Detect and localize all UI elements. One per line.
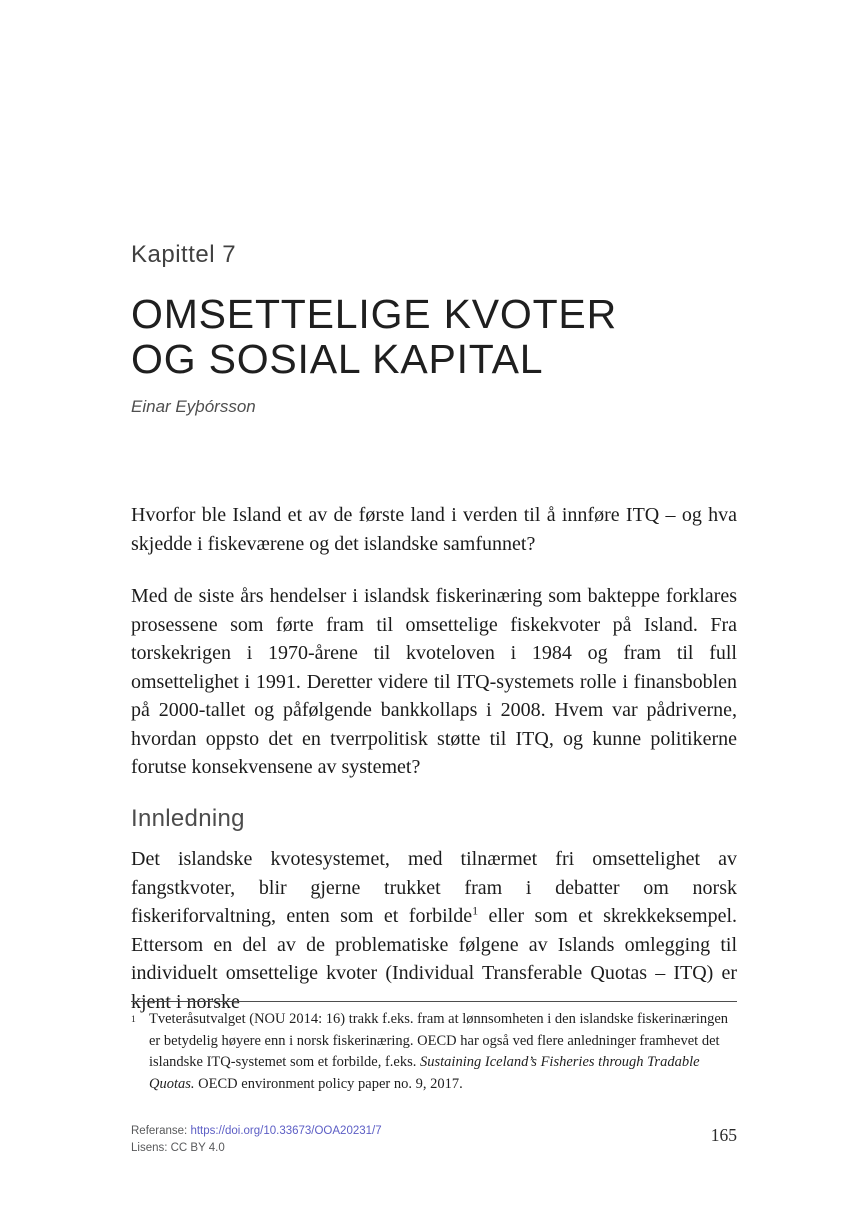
lead-paragraph: Hvorfor ble Island et av de første land i verden til å innføre ITQ – og hva skjedde i fiskeværene og det islandske samfunnet? — [131, 504, 737, 555]
reference-line — [131, 1123, 382, 1140]
intro-paragraph-text-before: Det islandske kvotesystemet, med tilnærmet fri omsettelighet av fangstkvoter, blir gjerne trukket fram i debatter om norsk fiskeriforvaltning, enten som et forbilde — [131, 848, 737, 927]
author-name: Einar Eyþórsson — [131, 397, 256, 416]
footnote-row — [131, 1009, 737, 1095]
chapter-kicker: Kapittel 7 — [131, 241, 237, 268]
intro-paragraph — [131, 845, 737, 1016]
footnote-text-after: OECD environment policy paper no. 9, 2017. — [194, 1075, 463, 1092]
page-footer — [131, 1123, 737, 1157]
reference-label: Referanse: — [131, 1125, 191, 1137]
footnote-cited-title: Sustaining Iceland’s Fisheries through Tradable Quotas. — [149, 1054, 700, 1092]
footnote-text — [149, 1009, 737, 1095]
abstract-paragraph: Med de siste års hendelser i islandsk fiskerinæring som bakteppe forklares prosessene som førte fram til omsettelige fiskekvoter på Island. Fra torskekrigen i 1970-årene til kvoteloven i 1984 og fram til full omsettelighet i 1991. Deretter videre til ITQ-systemets rolle i finansboblen på 2000-tallet og påfølgende bankkollaps i 2008. Hvem var pådriverne, hvordan oppsto det en tverrpolitisk støtte til ITQ, og kunne politikerne forutse konsekvensene av systemet? — [131, 585, 737, 778]
license-line: Lisens: CC BY 4.0 — [131, 1142, 225, 1154]
section-heading-innledning: Innledning — [131, 805, 245, 832]
page-title — [131, 292, 737, 382]
footnote-marker: 1 — [131, 1015, 136, 1025]
footnote-section — [131, 1001, 737, 1095]
doi-link[interactable]: https://doi.org/10.33673/OOA20231/7 — [190, 1125, 382, 1137]
footnote-text-before: Tveteråsutvalget (NOU 2014: 16) trakk f.eks. fram at lønnsomheten i den islandske fiskerinæringen er betydelig høyere enn i norsk fiskerinæring. OECD har også ved flere anledninger framhevet det islandske ITQ-systemet som et forbilde, f.eks. — [149, 1011, 729, 1070]
page-title-line2: OG SOSIAL KAPITAL — [131, 336, 544, 382]
intro-paragraph-text-after: eller som et skrekkeksempel. Ettersom en del av de problematiske følgene av Islands omlegging til individuelt omsettelige kvoter (Individual Transferable Quotas – ITQ) er kjent i norske — [131, 905, 737, 1013]
footnote-reference-marker[interactable]: 1 — [472, 903, 479, 918]
footer-meta — [131, 1123, 382, 1157]
page-number: 165 — [710, 1125, 737, 1145]
page-title-line1: OMSETTELIGE KVOTER — [131, 291, 617, 337]
